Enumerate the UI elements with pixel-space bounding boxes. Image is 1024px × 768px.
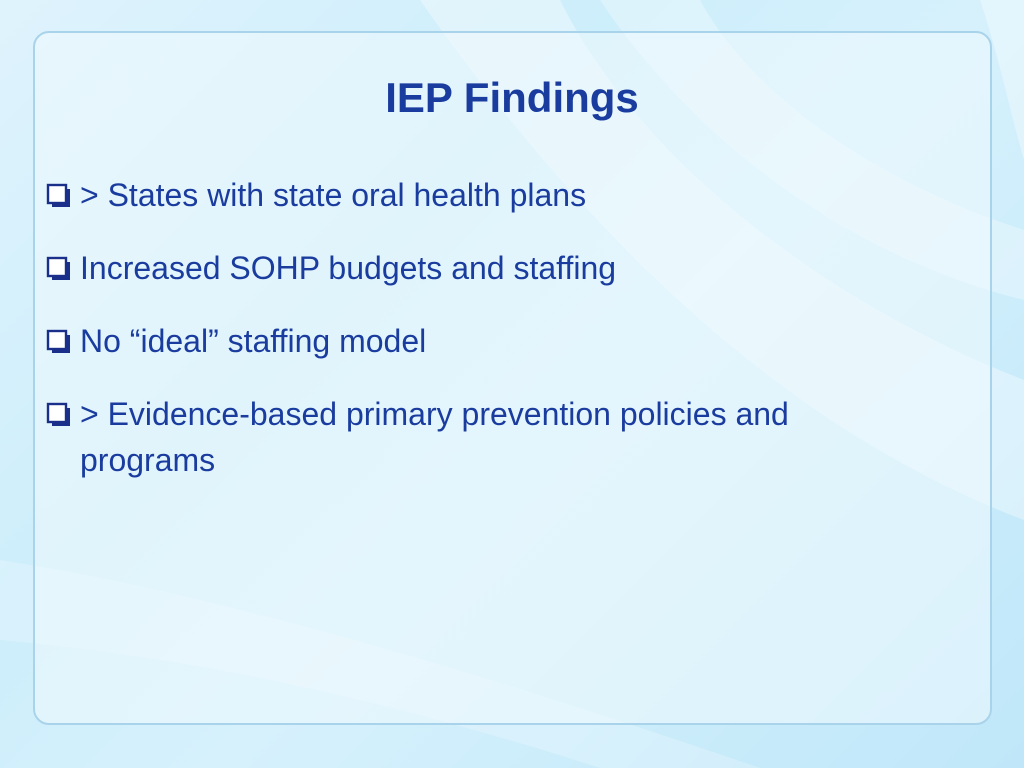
slide-title: IEP Findings xyxy=(385,74,639,121)
checkbox-shadow-icon xyxy=(46,245,80,291)
checkbox-shadow-icon xyxy=(46,391,80,437)
bullet-text: No “ideal” staffing model xyxy=(80,323,427,359)
bullet-list xyxy=(46,172,926,510)
bullet-text: > States with state oral health plans xyxy=(80,177,587,213)
bullet-item xyxy=(46,172,926,218)
bullet-text: Increased SOHP budgets and staffing xyxy=(80,250,617,286)
checkbox-shadow-icon xyxy=(46,318,80,364)
bullet-text: > Evidence-based primary prevention policies and programs xyxy=(80,396,789,478)
checkbox-shadow-icon xyxy=(46,172,80,218)
bullet-item xyxy=(46,245,926,291)
bullet-item xyxy=(46,391,926,483)
bullet-item xyxy=(46,318,926,364)
